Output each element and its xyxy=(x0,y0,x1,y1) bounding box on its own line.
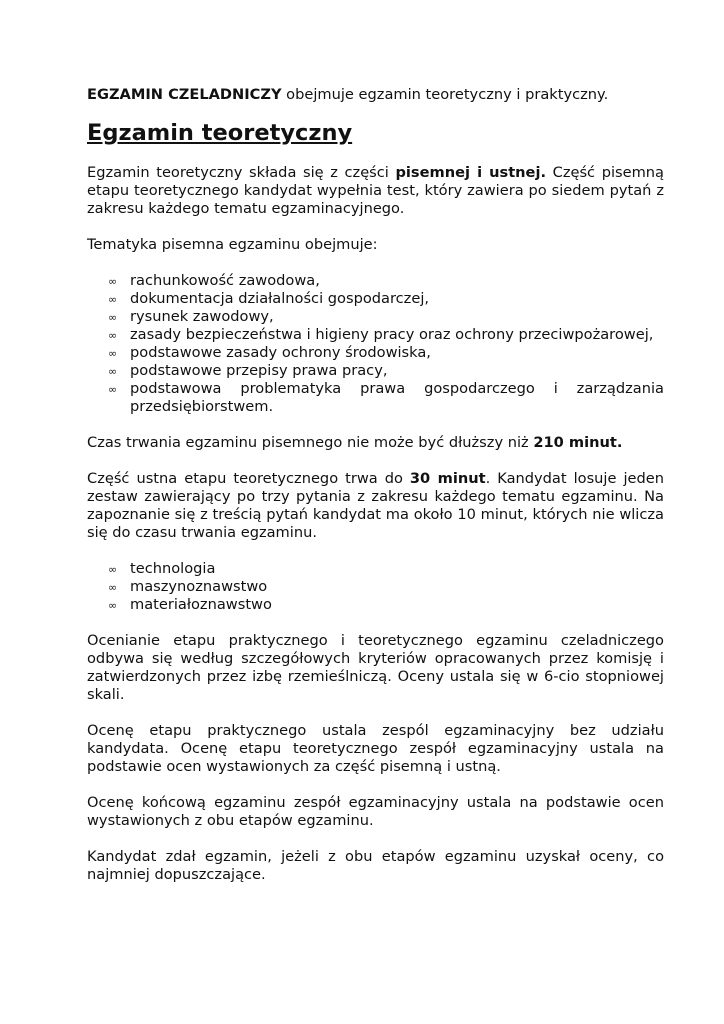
list-item-text: technologia xyxy=(130,560,216,577)
paragraph-2: Tematyka pisemna egzaminu obejmuje: xyxy=(87,236,378,253)
list-item-text: podstawowa problematyka prawa gospodarczego i zarządzania przedsiębiorstwem. xyxy=(130,380,664,415)
infinity-bullet-icon: ∞ xyxy=(108,275,118,288)
infinity-bullet-icon: ∞ xyxy=(108,347,118,360)
paragraph-4-text-c: . Kandydat losuje jeden zestaw zawierający po trzy pytania z zakresu każdego tematu egzaminu. Na zapoznanie się z treścią pytań kandydat ma około 10 minut, których nie wlicza się do czasu trwania egzaminu. xyxy=(87,470,664,541)
intro-paragraph xyxy=(87,86,664,104)
list-item-text: dokumentacja działalności gospodarczej, xyxy=(130,290,430,307)
infinity-bullet-icon: ∞ xyxy=(108,329,118,342)
paragraph-4 xyxy=(87,470,664,542)
infinity-bullet-icon: ∞ xyxy=(108,293,118,306)
list-item-text: materiałoznawstwo xyxy=(130,596,272,613)
list-item xyxy=(108,272,664,290)
infinity-bullet-icon: ∞ xyxy=(108,311,118,324)
list-item-text: maszynoznawstwo xyxy=(130,578,268,595)
infinity-bullet-icon: ∞ xyxy=(108,599,118,612)
paragraph-3-bold: 210 minut. xyxy=(533,434,623,451)
infinity-bullet-icon: ∞ xyxy=(108,563,118,576)
paragraph-4-text-a: Część ustna etapu teoretycznego trwa do xyxy=(87,470,410,487)
paragraph-7: Ocenę końcową egzaminu zespół egzaminacyjny ustala na podstawie ocen wystawionych z obu etapów egzaminu. xyxy=(87,794,664,829)
list-item-text: podstawowe przepisy prawa pracy, xyxy=(130,362,388,379)
written-topics-list xyxy=(87,272,664,416)
paragraph-3 xyxy=(87,434,664,452)
paragraph-1-bold: pisemnej i ustnej. xyxy=(395,164,547,181)
paragraph-3-text: Czas trwania egzaminu pisemnego nie może być dłuższy niż xyxy=(87,434,534,451)
list-item xyxy=(108,344,664,362)
list-item-text: podstawowe zasady ochrony środowiska, xyxy=(130,344,431,361)
list-item-text: zasady bezpieczeństwa i higieny pracy oraz ochrony przeciwpożarowej, xyxy=(130,326,654,343)
paragraph-1-text-a: Egzamin teoretyczny składa się z części xyxy=(87,164,396,181)
paragraph-1 xyxy=(87,164,664,218)
infinity-bullet-icon: ∞ xyxy=(108,581,118,594)
list-item xyxy=(108,362,664,380)
paragraph-8: Kandydat zdał egzamin, jeżeli z obu etapów egzaminu uzyskał oceny, co najmniej dopuszczające. xyxy=(87,848,664,883)
list-item xyxy=(108,326,664,344)
document-page xyxy=(87,86,664,884)
paragraph-5: Ocenianie etapu praktycznego i teoretycznego egzaminu czeladniczego odbywa się według szczegółowych kryteriów opracowanych przez komisję i zatwierdzonych przez izbę rzemieślniczą. Oceny ustala się w 6-cio stopniowej skali. xyxy=(87,632,664,703)
list-item-text: rysunek zawodowy, xyxy=(130,308,274,325)
list-item xyxy=(108,596,664,614)
intro-bold: EGZAMIN CZELADNICZY xyxy=(87,86,282,103)
infinity-bullet-icon: ∞ xyxy=(108,365,118,378)
list-item xyxy=(108,380,664,416)
intro-rest: obejmuje egzamin teoretyczny i praktyczny. xyxy=(281,86,609,103)
list-item xyxy=(108,308,664,326)
list-item xyxy=(108,290,664,308)
infinity-bullet-icon: ∞ xyxy=(108,383,118,396)
paragraph-6: Ocenę etapu praktycznego ustala zespól egzaminacyjny bez udziału kandydata. Ocenę etapu teoretycznego zespół egzaminacyjny ustala na podstawie ocen wystawionych za część pisemną i ustną. xyxy=(87,722,664,775)
list-item xyxy=(108,560,664,578)
list-item xyxy=(108,578,664,596)
paragraph-4-bold: 30 minut xyxy=(409,470,486,487)
paragraph-1-text-c: Część pisemną etapu teoretycznego kandydat wypełnia test, który zawiera po siedem pytań z zakresu każdego tematu egzaminacyjnego. xyxy=(87,164,664,217)
section-heading: Egzamin teoretyczny xyxy=(87,120,353,146)
list-item-text: rachunkowość zawodowa, xyxy=(130,272,320,289)
oral-topics-list xyxy=(87,560,664,614)
